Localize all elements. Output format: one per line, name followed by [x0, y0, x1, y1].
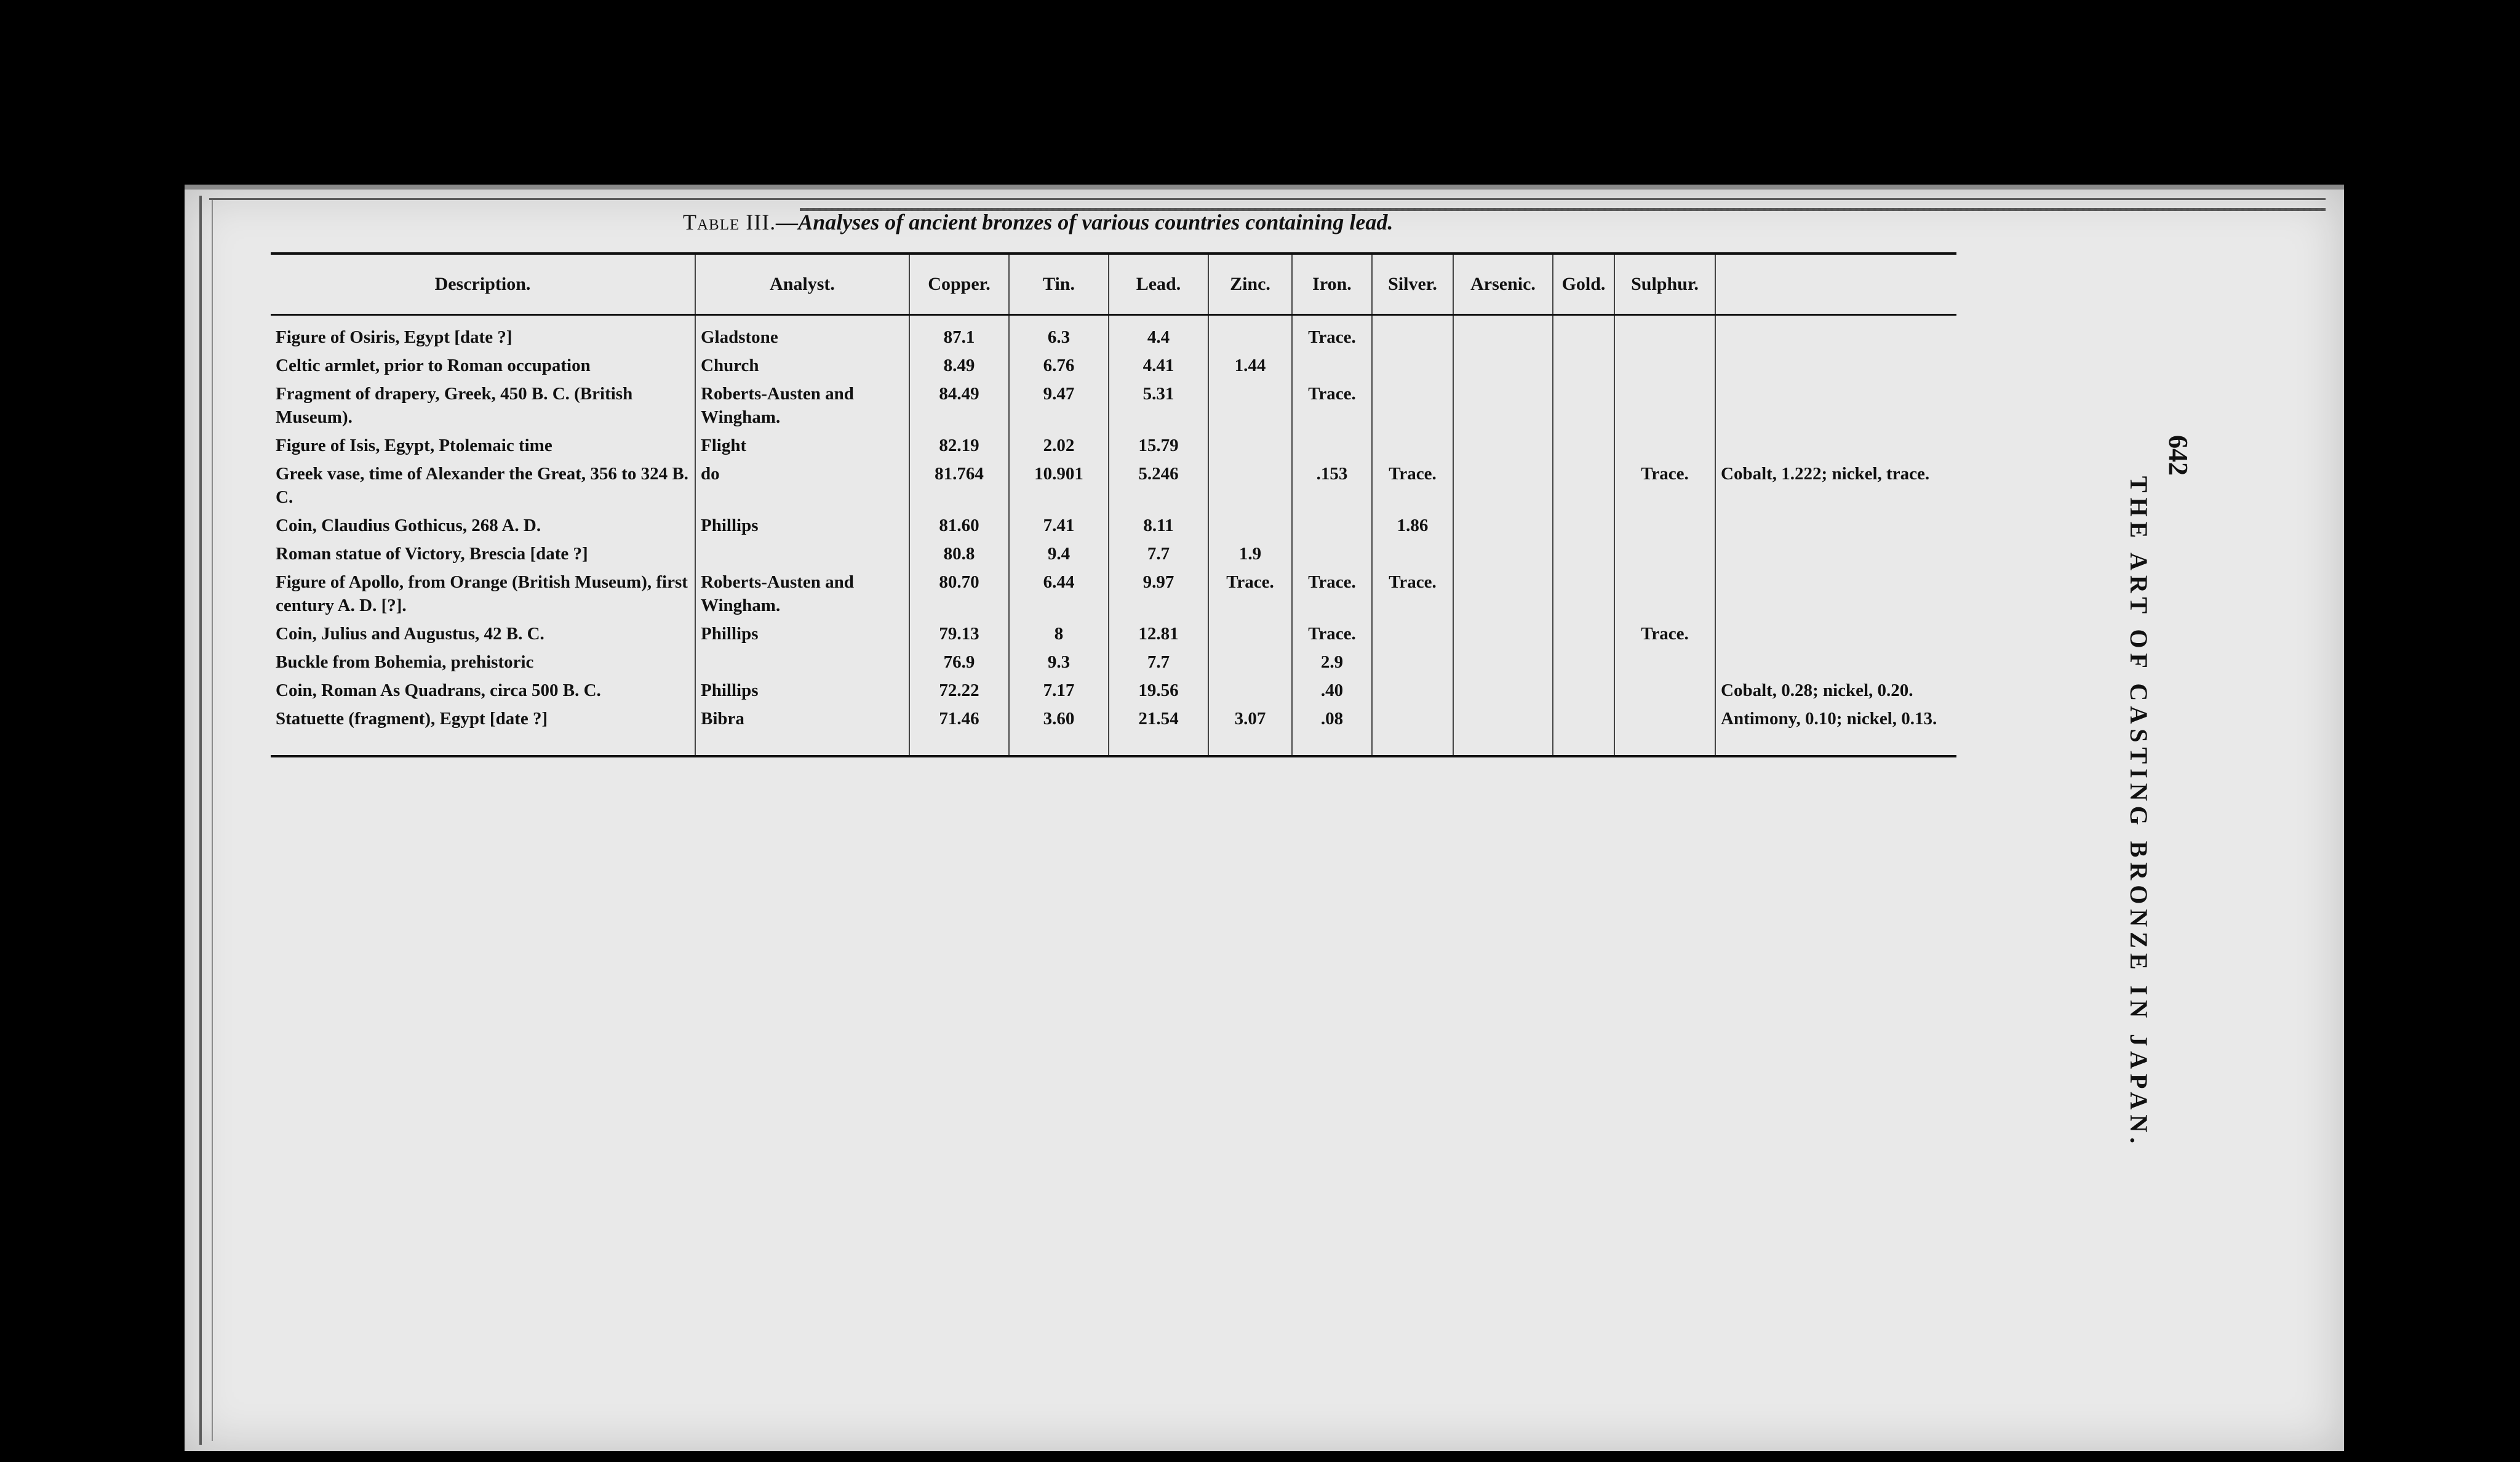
cell-description: Greek vase, time of Alexander the Great, 356 to 324 B. C. [276, 464, 688, 507]
table-row [271, 568, 1956, 620]
page-edge-line [199, 196, 202, 1445]
cell-copper: 81.764 [909, 460, 1009, 511]
table-row [271, 620, 1956, 648]
table-row [271, 315, 1956, 352]
cell-analyst [695, 648, 909, 676]
cell-analyst [695, 540, 909, 568]
cell-sulphur [1614, 540, 1715, 568]
cell-sulphur [1614, 648, 1715, 676]
cell-sulphur [1614, 705, 1715, 756]
cell-arsenic [1453, 648, 1553, 676]
cell-zinc [1208, 511, 1292, 540]
analyses-table [271, 252, 1956, 757]
cell-arsenic [1453, 676, 1553, 705]
cell-zinc: 3.07 [1208, 705, 1292, 756]
cell-silver [1372, 380, 1453, 431]
cell-arsenic [1453, 511, 1553, 540]
cell-copper: 80.70 [909, 568, 1009, 620]
cell-description: Fragment of drapery, Greek, 450 B. C. (British Museum). [276, 384, 633, 427]
table-row [271, 460, 1956, 511]
cell-lead: 12.81 [1109, 620, 1208, 648]
cell-lead: 4.4 [1109, 315, 1208, 352]
cell-iron: .40 [1292, 676, 1372, 705]
cell-silver [1372, 620, 1453, 648]
cell-arsenic [1453, 620, 1553, 648]
cell-silver [1372, 648, 1453, 676]
cell-copper: 81.60 [909, 511, 1009, 540]
table-row [271, 648, 1956, 676]
cell-remarks [1715, 568, 1956, 620]
cell-arsenic [1453, 351, 1553, 380]
cell-arsenic [1453, 540, 1553, 568]
cell-tin: 6.76 [1009, 351, 1109, 380]
cell-remarks [1715, 648, 1956, 676]
cell-remarks [1715, 380, 1956, 431]
cell-zinc [1208, 315, 1292, 352]
column-header: Tin. [1009, 254, 1109, 315]
cell-remarks [1715, 315, 1956, 352]
cell-sulphur: Trace. [1614, 620, 1715, 648]
cell-remarks [1715, 540, 1956, 568]
cell-iron: Trace. [1292, 380, 1372, 431]
cell-copper: 76.9 [909, 648, 1009, 676]
cell-copper: 87.1 [909, 315, 1009, 352]
table-row [271, 351, 1956, 380]
cell-lead: 4.41 [1109, 351, 1208, 380]
cell-gold [1553, 705, 1614, 756]
cell-copper: 72.22 [909, 676, 1009, 705]
cell-description: Celtic armlet, prior to Roman occupation [276, 356, 591, 375]
table-header-row [271, 254, 1956, 315]
column-header: Analyst. [695, 254, 909, 315]
cell-analyst: Phillips [695, 676, 909, 705]
cell-iron [1292, 511, 1372, 540]
cell-silver: Trace. [1372, 460, 1453, 511]
column-header: Zinc. [1208, 254, 1292, 315]
cell-sulphur [1614, 676, 1715, 705]
cell-arsenic [1453, 460, 1553, 511]
cell-lead: 5.246 [1109, 460, 1208, 511]
column-header: Description. [271, 254, 695, 315]
cell-analyst: do [695, 460, 909, 511]
table-title [683, 209, 1667, 235]
cell-remarks [1715, 431, 1956, 460]
column-header: Silver. [1372, 254, 1453, 315]
cell-iron [1292, 431, 1372, 460]
cell-gold [1553, 431, 1614, 460]
cell-description: Coin, Roman As Quadrans, circa 500 B. C. [276, 681, 601, 700]
cell-gold [1553, 540, 1614, 568]
cell-gold [1553, 648, 1614, 676]
cell-lead: 7.7 [1109, 648, 1208, 676]
cell-sulphur [1614, 431, 1715, 460]
cell-sulphur [1614, 511, 1715, 540]
cell-zinc: Trace. [1208, 568, 1292, 620]
cell-arsenic [1453, 431, 1553, 460]
cell-gold [1553, 620, 1614, 648]
cell-remarks [1715, 511, 1956, 540]
cell-sulphur [1614, 351, 1715, 380]
cell-iron: Trace. [1292, 620, 1372, 648]
cell-copper: 80.8 [909, 540, 1009, 568]
cell-zinc [1208, 648, 1292, 676]
cell-lead: 7.7 [1109, 540, 1208, 568]
cell-analyst: Church [695, 351, 909, 380]
cell-tin: 10.901 [1009, 460, 1109, 511]
cell-lead: 9.97 [1109, 568, 1208, 620]
cell-analyst: Gladstone [695, 315, 909, 352]
cell-description: Figure of Isis, Egypt, Ptolemaic time [276, 436, 552, 455]
cell-lead: 15.79 [1109, 431, 1208, 460]
cell-gold [1553, 511, 1614, 540]
cell-gold [1553, 315, 1614, 352]
cell-tin: 9.47 [1009, 380, 1109, 431]
cell-copper: 8.49 [909, 351, 1009, 380]
cell-sulphur [1614, 315, 1715, 352]
cell-arsenic [1453, 568, 1553, 620]
cell-copper: 82.19 [909, 431, 1009, 460]
cell-analyst: Roberts-Austen and Wingham. [695, 380, 909, 431]
cell-analyst: Roberts-Austen and Wingham. [695, 568, 909, 620]
table-caption: —Analyses of ancient bronzes of various countries containing lead. [776, 210, 1394, 234]
page-edge-line [212, 198, 213, 1441]
cell-silver [1372, 431, 1453, 460]
cell-iron [1292, 351, 1372, 380]
running-head: THE ART OF CASTING BRONZE IN JAPAN. [2125, 476, 2153, 1149]
cell-tin: 8 [1009, 620, 1109, 648]
cell-copper: 84.49 [909, 380, 1009, 431]
cell-description: Coin, Julius and Augustus, 42 B. C. [276, 624, 544, 644]
cell-tin: 7.17 [1009, 676, 1109, 705]
column-header: Lead. [1109, 254, 1208, 315]
cell-gold [1553, 568, 1614, 620]
column-header: Gold. [1553, 254, 1614, 315]
cell-silver [1372, 676, 1453, 705]
table-row [271, 431, 1956, 460]
page-number: 642 [2163, 435, 2193, 476]
cell-description: Statuette (fragment), Egypt [date ?] [276, 709, 548, 729]
cell-remarks: Antimony, 0.10; nickel, 0.13. [1715, 705, 1956, 756]
cell-iron: 2.9 [1292, 648, 1372, 676]
page-edge-line [209, 198, 2326, 200]
table-body [271, 315, 1956, 757]
cell-arsenic [1453, 705, 1553, 756]
cell-silver: 1.86 [1372, 511, 1453, 540]
cell-silver [1372, 705, 1453, 756]
column-header: Copper. [909, 254, 1009, 315]
cell-iron: .153 [1292, 460, 1372, 511]
cell-copper: 79.13 [909, 620, 1009, 648]
cell-description: Figure of Apollo, from Orange (British Museum), first century A. D. [?]. [276, 572, 688, 615]
column-header: Sulphur. [1614, 254, 1715, 315]
cell-analyst: Flight [695, 431, 909, 460]
cell-gold [1553, 676, 1614, 705]
column-header: Arsenic. [1453, 254, 1553, 315]
column-header [1715, 254, 1956, 315]
table-row [271, 676, 1956, 705]
cell-arsenic [1453, 315, 1553, 352]
cell-iron: Trace. [1292, 568, 1372, 620]
table-row [271, 511, 1956, 540]
cell-tin: 3.60 [1009, 705, 1109, 756]
cell-zinc [1208, 460, 1292, 511]
cell-gold [1553, 380, 1614, 431]
cell-tin: 2.02 [1009, 431, 1109, 460]
cell-copper: 71.46 [909, 705, 1009, 756]
cell-analyst: Phillips [695, 620, 909, 648]
cell-gold [1553, 460, 1614, 511]
cell-silver [1372, 351, 1453, 380]
cell-sulphur [1614, 380, 1715, 431]
cell-gold [1553, 351, 1614, 380]
cell-remarks [1715, 620, 1956, 648]
cell-zinc [1208, 676, 1292, 705]
cell-zinc [1208, 620, 1292, 648]
cell-silver [1372, 315, 1453, 352]
cell-lead: 21.54 [1109, 705, 1208, 756]
cell-lead: 8.11 [1109, 511, 1208, 540]
cell-tin: 6.44 [1009, 568, 1109, 620]
cell-iron: Trace. [1292, 315, 1372, 352]
table-row [271, 540, 1956, 568]
cell-analyst: Bibra [695, 705, 909, 756]
cell-description: Roman statue of Victory, Brescia [date ?] [276, 544, 588, 564]
cell-sulphur: Trace. [1614, 460, 1715, 511]
cell-tin: 7.41 [1009, 511, 1109, 540]
cell-lead: 19.56 [1109, 676, 1208, 705]
cell-description: Coin, Claudius Gothicus, 268 A. D. [276, 516, 541, 535]
table-label: Table III. [683, 210, 776, 234]
cell-sulphur [1614, 568, 1715, 620]
table-row [271, 380, 1956, 431]
cell-tin: 9.3 [1009, 648, 1109, 676]
cell-tin: 6.3 [1009, 315, 1109, 352]
cell-silver [1372, 540, 1453, 568]
cell-remarks: Cobalt, 1.222; nickel, trace. [1715, 460, 1956, 511]
table-row [271, 705, 1956, 756]
cell-zinc: 1.44 [1208, 351, 1292, 380]
cell-analyst: Phillips [695, 511, 909, 540]
cell-description: Buckle from Bohemia, prehistoric [276, 652, 534, 672]
cell-zinc: 1.9 [1208, 540, 1292, 568]
cell-arsenic [1453, 380, 1553, 431]
column-header: Iron. [1292, 254, 1372, 315]
cell-lead: 5.31 [1109, 380, 1208, 431]
cell-iron [1292, 540, 1372, 568]
cell-zinc [1208, 380, 1292, 431]
cell-silver: Trace. [1372, 568, 1453, 620]
cell-remarks [1715, 351, 1956, 380]
cell-zinc [1208, 431, 1292, 460]
cell-tin: 9.4 [1009, 540, 1109, 568]
cell-iron: .08 [1292, 705, 1372, 756]
cell-remarks: Cobalt, 0.28; nickel, 0.20. [1715, 676, 1956, 705]
cell-description: Figure of Osiris, Egypt [date ?] [276, 327, 512, 347]
